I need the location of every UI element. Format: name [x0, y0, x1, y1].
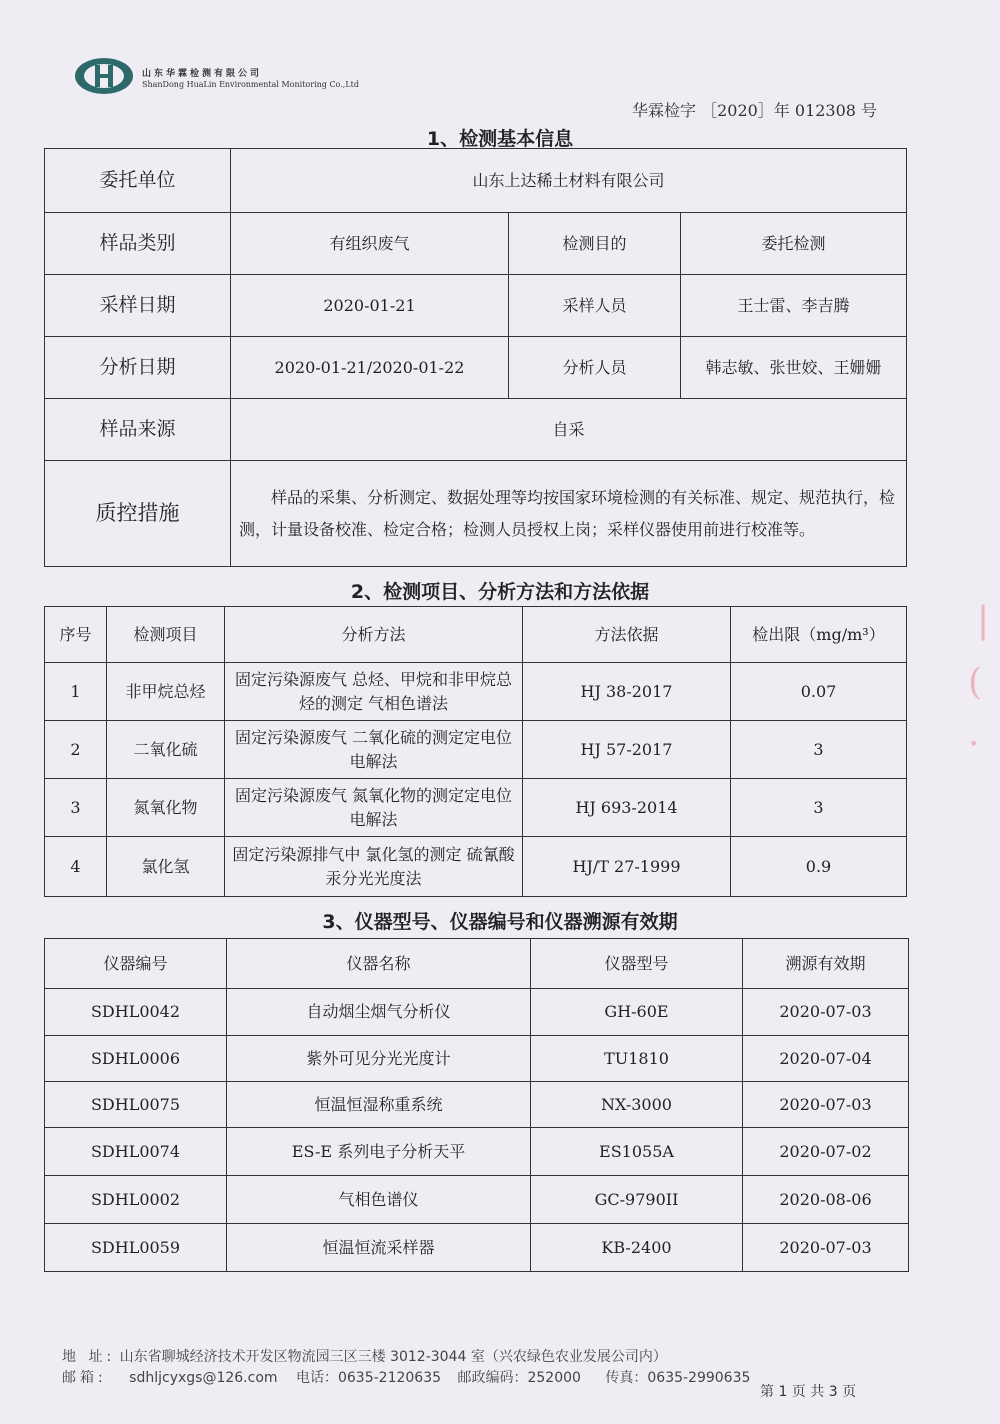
analyst-value: 韩志敏、张世姣、王姗姗 — [681, 337, 907, 399]
sample-source-label: 样品来源 — [45, 399, 231, 461]
header-cell: 溯源有效期 — [743, 939, 909, 989]
row-limit: 3 — [731, 779, 907, 837]
footer-address — [62, 1346, 667, 1366]
instrument-name: 紫外可见分光光度计 — [227, 1036, 531, 1082]
row-method: 固定污染源废气 总烃、甲烷和非甲烷总烃的测定 气相色谱法 — [225, 663, 523, 721]
analysis-date-value: 2020-01-21/2020-01-22 — [231, 337, 509, 399]
header-cell: 方法依据 — [523, 607, 731, 663]
instrument-valid: 2020-08-06 — [743, 1176, 909, 1224]
table-row — [45, 721, 907, 779]
company-name-cn: 山东华霖检测有限公司 — [142, 69, 263, 79]
row-no: 3 — [45, 779, 107, 837]
sample-type-value: 有组织废气 — [231, 213, 509, 275]
qc-label: 质控措施 — [45, 461, 231, 567]
instrument-model: KB-2400 — [531, 1224, 743, 1272]
row-basis: HJ 57-2017 — [523, 721, 731, 779]
instrument-model: GH-60E — [531, 989, 743, 1036]
address-text: 山东省聊城经济技术开发区物流园三区三楼 3012-3044 室（兴农绿色农业发展公司内） — [119, 1349, 667, 1365]
row-limit: 3 — [731, 721, 907, 779]
section2-title: 2、检测项目、分析方法和方法依据 — [350, 581, 650, 603]
table-row — [45, 1036, 909, 1082]
section1-title: 1、检测基本信息 — [426, 128, 574, 150]
qc-value: 样品的采集、分析测定、数据处理等均按国家环境检测的有关标准、规定、规范执行，检测，计量设备校准、检定合格；检测人员授权上岗；采样仪器使用前进行校准等。 — [231, 461, 907, 567]
red-stamp: ❘ ( · — [968, 600, 999, 765]
row-item: 氯化氢 — [107, 837, 225, 897]
row-item: 氮氧化物 — [107, 779, 225, 837]
instrument-model: ES1055A — [531, 1128, 743, 1176]
instrument-name: 自动烟尘烟气分析仪 — [227, 989, 531, 1036]
header-cell: 仪器型号 — [531, 939, 743, 989]
company-logo — [74, 56, 134, 96]
table-row — [45, 1224, 909, 1272]
row-no: 4 — [45, 837, 107, 897]
instrument-name: 恒温恒流采样器 — [227, 1224, 531, 1272]
row-limit: 0.07 — [731, 663, 907, 721]
instrument-valid: 2020-07-03 — [743, 989, 909, 1036]
instrument-id: SDHL0042 — [45, 989, 227, 1036]
instrument-valid: 2020-07-03 — [743, 1224, 909, 1272]
instrument-id: SDHL0006 — [45, 1036, 227, 1082]
header-cell: 仪器编号 — [45, 939, 227, 989]
sampler-value: 王士雷、李吉腾 — [681, 275, 907, 337]
basic-info-table — [44, 148, 907, 567]
email-label: 邮箱: — [62, 1370, 107, 1386]
instrument-id: SDHL0059 — [45, 1224, 227, 1272]
purpose-label: 检测目的 — [509, 213, 681, 275]
sampling-date-label: 采样日期 — [45, 275, 231, 337]
row-basis: HJ 38-2017 — [523, 663, 731, 721]
header-cell: 检出限（mg/m³） — [731, 607, 907, 663]
fax-text: 传真：0635-2990635 — [605, 1370, 751, 1386]
instrument-valid: 2020-07-03 — [743, 1082, 909, 1128]
table-row — [45, 1176, 909, 1224]
address-label: 地 址: — [62, 1349, 116, 1365]
phone-text: 电话：0635-2120635 — [295, 1370, 442, 1386]
client-label: 委托单位 — [45, 149, 231, 213]
analyst-label: 分析人员 — [509, 337, 681, 399]
instrument-name: ES-E 系列电子分析天平 — [227, 1128, 531, 1176]
sample-source-value: 自采 — [231, 399, 907, 461]
instrument-valid: 2020-07-04 — [743, 1036, 909, 1082]
table-row — [45, 1128, 909, 1176]
header-cell: 序号 — [45, 607, 107, 663]
table-row — [45, 837, 907, 897]
sampler-label: 采样人员 — [509, 275, 681, 337]
instrument-name: 恒温恒湿称重系统 — [227, 1082, 531, 1128]
instrument-id: SDHL0075 — [45, 1082, 227, 1128]
table-row — [45, 779, 907, 837]
analysis-date-label: 分析日期 — [45, 337, 231, 399]
company-name-en: ShanDong HuaLin Environmental Monitoring Co.,Ltd — [142, 80, 359, 89]
instrument-valid: 2020-07-02 — [743, 1128, 909, 1176]
row-method: 固定污染源废气 氮氧化物的测定定电位电解法 — [225, 779, 523, 837]
table-row — [45, 1082, 909, 1128]
row-no: 1 — [45, 663, 107, 721]
row-limit: 0.9 — [731, 837, 907, 897]
client-value: 山东上达稀土材料有限公司 — [231, 149, 907, 213]
row-item: 二氧化硫 — [107, 721, 225, 779]
page-number: 第 1 页 共 3 页 — [760, 1384, 857, 1400]
instrument-model: GC-9790II — [531, 1176, 743, 1224]
instrument-name: 气相色谱仪 — [227, 1176, 531, 1224]
header-cell: 分析方法 — [225, 607, 523, 663]
sampling-date-value: 2020-01-21 — [231, 275, 509, 337]
section3-title: 3、仪器型号、仪器编号和仪器溯源有效期 — [322, 911, 678, 933]
instrument-table — [44, 938, 909, 1272]
report-number: 华霖检字 ［2020］年 012308 号 — [632, 101, 878, 120]
table-row — [45, 663, 907, 721]
sample-type-label: 样品类别 — [45, 213, 231, 275]
header-cell: 仪器名称 — [227, 939, 531, 989]
row-method: 固定污染源废气 二氧化硫的测定定电位电解法 — [225, 721, 523, 779]
instrument-id: SDHL0002 — [45, 1176, 227, 1224]
header-cell: 检测项目 — [107, 607, 225, 663]
row-method: 固定污染源排气中 氯化氢的测定 硫氰酸汞分光光度法 — [225, 837, 523, 897]
table-row — [45, 989, 909, 1036]
email-text: sdhljcyxgs@126.com — [129, 1370, 278, 1386]
method-table — [44, 606, 907, 897]
postcode-text: 邮政编码：252000 — [457, 1370, 581, 1386]
row-item: 非甲烷总烃 — [107, 663, 225, 721]
instrument-model: TU1810 — [531, 1036, 743, 1082]
row-basis: HJ 693-2014 — [523, 779, 731, 837]
purpose-value: 委托检测 — [681, 213, 907, 275]
row-basis: HJ/T 27-1999 — [523, 837, 731, 897]
row-no: 2 — [45, 721, 107, 779]
instrument-model: NX-3000 — [531, 1082, 743, 1128]
instrument-id: SDHL0074 — [45, 1128, 227, 1176]
footer-contact — [62, 1367, 750, 1387]
